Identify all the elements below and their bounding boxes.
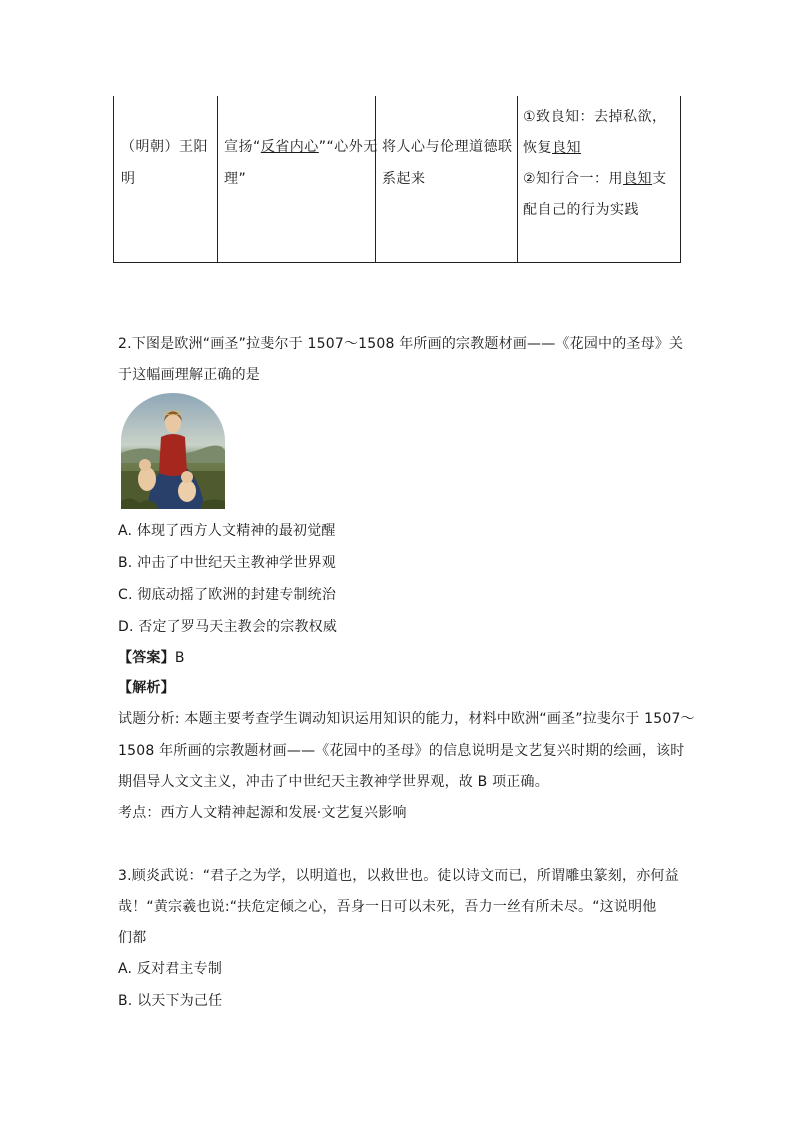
cell-significance-line1: 将人心与伦理道德联 — [382, 139, 513, 155]
q2-kaodian: 考点：西方人文精神起源和发展·文艺复兴影响 — [118, 805, 407, 821]
cell-content-line1: ①致良知：去掉私欲， — [523, 109, 667, 125]
cell-idea-line2: 理” — [224, 171, 247, 187]
q3-stem-line3: 们都 — [118, 930, 147, 946]
cell-content-line2-underlined: 良知 — [552, 140, 581, 156]
q2-analysis-line2: 1508 年所画的宗教题材画——《花园中的圣母》的信息说明是文艺复兴时期的绘画，该时 — [118, 743, 685, 759]
cell-idea-pre: 宣扬“ — [224, 139, 261, 155]
cell-content-line3-pre: ②知行合一：用 — [523, 171, 624, 187]
cell-content-line2 — [523, 133, 581, 163]
cell-content-line3 — [523, 164, 667, 194]
cell-idea-mid: ”“心外无 — [318, 139, 378, 155]
q3-stem-line1: 3.顾炎武说：“君子之为学，以明道也，以救世也。徒以诗文而已，所谓雕虫篆刻，亦何益 — [118, 868, 679, 884]
cell-content-line3-underlined: 良知 — [623, 171, 653, 187]
answer-value: B — [174, 650, 185, 666]
cell-dynasty-line2: 明 — [121, 171, 136, 187]
cell-content-line2-pre: 恢复 — [523, 140, 552, 156]
q2-option-c: C. 彻底动摇了欧洲的封建专制统治 — [118, 587, 337, 603]
q2-answer — [118, 647, 185, 667]
q3-option-b: B. 以天下为己任 — [118, 993, 223, 1009]
madonna-painting-image — [121, 393, 225, 509]
cell-idea-line1 — [224, 132, 378, 162]
cell-idea-underlined: 反省内心 — [260, 139, 319, 155]
q2-option-d: D. 否定了罗马天主教会的宗教权威 — [118, 619, 338, 635]
q2-analysis-line1: 试题分析: 本题主要考查学生调动知识运用知识的能力，材料中欧洲“画圣”拉斐尔于 1507～ — [118, 711, 695, 727]
q2-analysis-label: 【解析】 — [118, 680, 175, 696]
q2-option-a: A. 体现了西方人文精神的最初觉醒 — [118, 523, 336, 539]
cell-content-line3-post: 支 — [652, 171, 667, 187]
q2-option-b: B. 冲击了中世纪天主教神学世界观 — [118, 555, 336, 571]
q3-stem-line2: 哉！“黄宗羲也说:“扶危定倾之心，吾身一日可以未死，吾力一丝有所未尽。“这说明他 — [118, 899, 657, 915]
q2-analysis-line3: 期倡导人文文主义，冲击了中世纪天主教神学世界观，故 B 项正确。 — [118, 774, 549, 790]
answer-label: 【答案】 — [118, 650, 175, 666]
q3-option-a: A. 反对君主专制 — [118, 961, 223, 977]
cell-dynasty-line1: （明朝）王阳 — [121, 139, 208, 155]
q2-stem-line1: 2.下图是欧洲“画圣”拉斐尔于 1507～1508 年所画的宗教题材画——《花园中的圣母》关 — [118, 336, 684, 352]
cell-significance-line2: 系起来 — [382, 171, 426, 187]
cell-content-line4: 配自己的行为实践 — [523, 202, 639, 218]
q2-stem-line2: 于这幅画理解正确的是 — [118, 367, 260, 383]
